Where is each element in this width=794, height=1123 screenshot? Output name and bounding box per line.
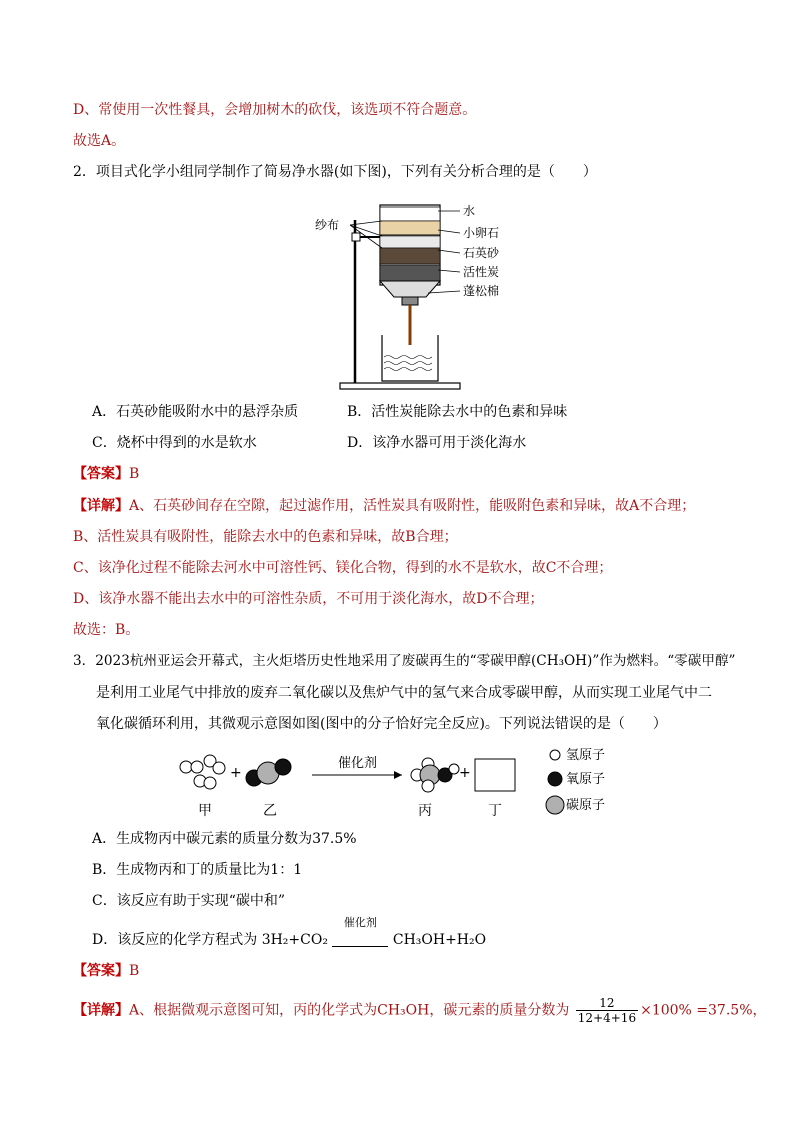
q2-option-d: D．该净水器可用于淡化海水: [347, 435, 527, 451]
equation-catalyst: 催化剂: [343, 916, 377, 929]
fraction-numerator: 12: [576, 996, 638, 1011]
q3-option-b: B．生成物丙和丁的质量比为1：1: [92, 862, 303, 878]
reaction-figure: [170, 745, 630, 825]
fraction-denominator: 12+4+16: [577, 1011, 637, 1025]
label-carbon: 活性炭: [463, 265, 500, 279]
q2-choose: 故选：B。: [73, 622, 140, 638]
answer-tag: 【答案】: [73, 466, 129, 482]
q1-choose: 故选A。: [73, 133, 126, 149]
legend-h: 氢原子: [566, 748, 606, 763]
answer-value: B: [129, 466, 140, 482]
q3-stem-3: 氧化碳循环利用，其微观示意图如图(图中的分子恰好完全反应)。下列说法错误的是（ ）: [96, 716, 667, 732]
molecule-yi: [246, 759, 291, 786]
label-gauze: 纱布: [315, 218, 340, 232]
q1-option-d: D、常使用一次性餐具，会增加树木的砍伐，该选项不符合题意。: [73, 102, 477, 118]
detail-text: A、石英砂间存在空隙，起过滤作用，活性炭具有吸附性，能吸附色素和异味，故A不合理；: [129, 498, 696, 514]
q3-answer: [73, 962, 139, 980]
water-filter-figure: [310, 195, 500, 395]
label-water: 水: [463, 204, 476, 218]
detail-tag: 【详解】: [73, 1002, 129, 1019]
detail-text: A、根据微观示意图可知，丙的化学式为CH₃OH，碳元素的质量分数为: [129, 1002, 570, 1019]
q2-detail-a: [73, 497, 695, 515]
label-quartz: 石英砂: [463, 246, 500, 260]
q3-option-c: C．该反应有助于实现“碳中和”: [92, 893, 286, 909]
label-bing: 丙: [418, 803, 432, 819]
q2-option-b: B．活性炭能除去水中的色素和异味: [347, 404, 568, 420]
option-d-prefix: D．该反应的化学方程式为: [92, 932, 258, 948]
q3-stem-2: 是利用工业尾气中排放的废弃二氧化碳以及焦炉气中的氢气来合成零碳甲醇，从而实现工业尾气中二: [96, 685, 712, 701]
q2-option-a: A．石英砂能吸附水中的悬浮杂质: [92, 404, 299, 420]
q2-detail-c: C、该净化过程不能除去河水中可溶性钙、镁化合物，得到的水不是软水，故C不合理；: [73, 560, 613, 576]
q3-stem-1: 3．2023杭州亚运会开幕式，主火炬塔历史性地采用了废碳再生的“零碳甲醇(CH₃OH)”作为燃料。“零碳甲醇”: [73, 653, 736, 669]
detail-tag: 【详解】: [73, 498, 129, 514]
q2-answer: [73, 465, 139, 483]
detail-tail: ×100% =37.5%，: [640, 1002, 767, 1019]
plus-2: +: [459, 765, 471, 781]
q3-option-a: A．生成物丙中碳元素的质量分数为37.5%: [92, 831, 357, 847]
equation-right: CH₃OH+H₂O: [392, 932, 487, 948]
label-pebble: 小卵石: [463, 226, 500, 240]
label-yi: 乙: [263, 803, 277, 819]
molecule-ding-box: [475, 759, 515, 791]
q2-option-c: C．烧杯中得到的水是软水: [92, 435, 257, 451]
legend-c: 碳原子: [566, 798, 606, 813]
answer-value: B: [129, 963, 140, 979]
molecule-jia: [180, 755, 225, 789]
equation-left: 3H₂+CO₂: [261, 932, 328, 948]
legend-o: 氧原子: [566, 772, 606, 787]
q2-stem: 2．项目式化学小组同学制作了简易净水器(如下图)，下列有关分析合理的是（ ）: [73, 164, 597, 180]
label-jia: 甲: [198, 803, 212, 819]
mass-fraction: [576, 996, 638, 1025]
q2-detail-d: D、该净水器不能出去水中的可溶性杂质，不可用于淡化海水，故D不合理；: [73, 591, 544, 607]
plus-1: +: [230, 765, 242, 781]
answer-tag: 【答案】: [73, 963, 129, 979]
molecule-bing: [411, 758, 459, 792]
q3-detail-a: [73, 996, 767, 1025]
q3-option-d: [92, 916, 487, 949]
q2-detail-b: B、活性炭具有吸附性，能除去水中的色素和异味，故B合理；: [73, 529, 458, 545]
catalyst-label: 催化剂: [338, 756, 378, 771]
label-cotton: 蓬松棉: [463, 284, 500, 298]
label-ding: 丁: [488, 803, 502, 819]
